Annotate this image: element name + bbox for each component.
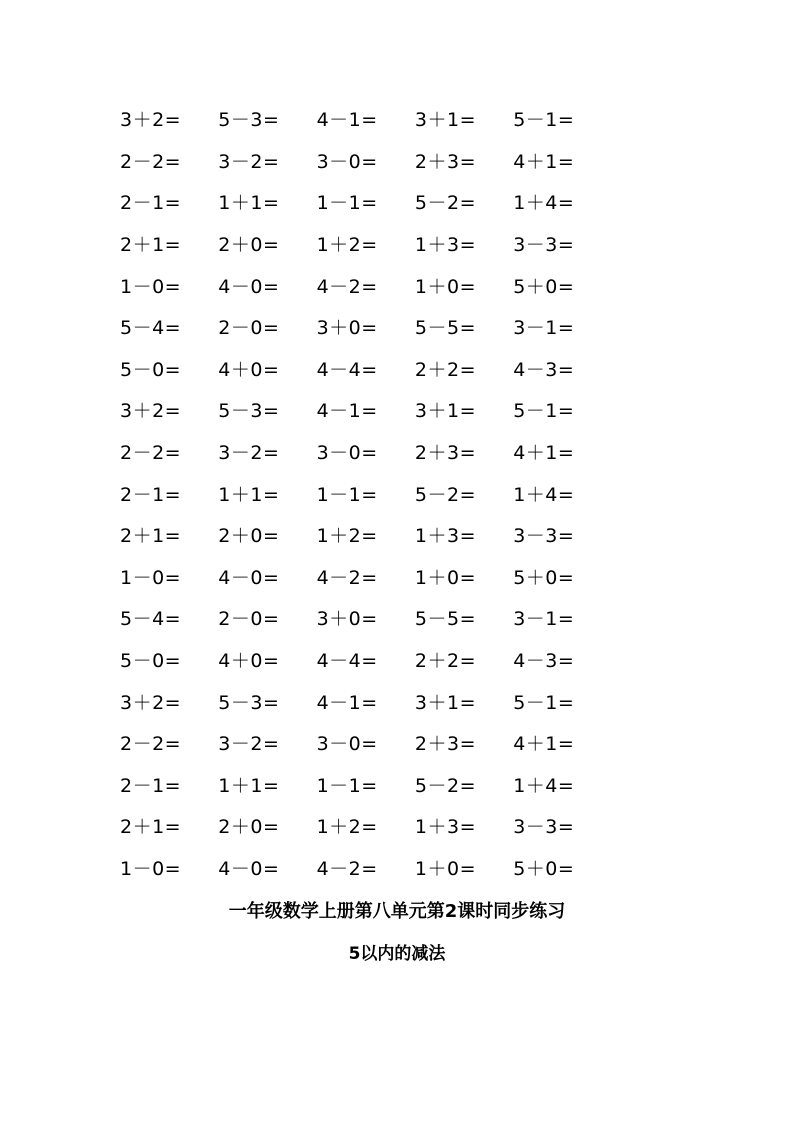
arithmetic-problem: 3＋2=	[120, 400, 182, 423]
arithmetic-problem: 5－1=	[513, 109, 575, 132]
arithmetic-problem: 3－0=	[316, 733, 378, 756]
arithmetic-problem: 2＋2=	[414, 358, 476, 381]
arithmetic-problem: 1＋0=	[414, 566, 476, 589]
arithmetic-problem: 4－0=	[218, 857, 280, 880]
arithmetic-problem: 3－3=	[513, 234, 575, 257]
arithmetic-problem: 3＋0=	[316, 317, 378, 340]
arithmetic-problem: 3－1=	[513, 317, 575, 340]
arithmetic-problem: 1－0=	[120, 275, 182, 298]
arithmetic-problem: 1－0=	[120, 566, 182, 589]
arithmetic-problem: 4－2=	[316, 275, 378, 298]
arithmetic-problem: 4－2=	[316, 857, 378, 880]
arithmetic-problem: 2－1=	[120, 192, 182, 215]
arithmetic-problem: 2－2=	[120, 150, 182, 173]
arithmetic-problem: 4－3=	[513, 650, 575, 673]
arithmetic-problem: 3－3=	[513, 816, 575, 839]
arithmetic-problem: 5－5=	[414, 317, 476, 340]
arithmetic-problem: 4－0=	[218, 566, 280, 589]
arithmetic-problem: 2＋1=	[120, 525, 182, 548]
arithmetic-problem: 4－1=	[316, 109, 378, 132]
arithmetic-problem: 5－3=	[218, 400, 280, 423]
arithmetic-problem: 5－2=	[414, 774, 476, 797]
arithmetic-problem: 5－3=	[218, 691, 280, 714]
arithmetic-problem: 2＋3=	[414, 733, 476, 756]
arithmetic-problem: 3－0=	[316, 150, 378, 173]
arithmetic-problem: 2＋0=	[218, 816, 280, 839]
problem-row	[120, 847, 640, 889]
arithmetic-problem: 1＋4=	[513, 192, 575, 215]
arithmetic-problem: 4＋1=	[513, 733, 575, 756]
worksheet-subtitle: 5以内的减法	[348, 944, 446, 964]
arithmetic-problem: 5－2=	[414, 483, 476, 506]
problem-row	[120, 389, 640, 431]
arithmetic-problem: 1＋1=	[218, 774, 280, 797]
arithmetic-problem: 3＋2=	[120, 691, 182, 714]
arithmetic-problem: 1－1=	[316, 192, 378, 215]
arithmetic-problem: 4－2=	[316, 566, 378, 589]
arithmetic-problem: 4＋0=	[218, 650, 280, 673]
problem-row	[120, 722, 640, 764]
arithmetic-problem: 1＋2=	[316, 234, 378, 257]
worksheet-title: 一年级数学上册第八单元第2课时同步练习	[228, 901, 566, 922]
arithmetic-problem: 4－1=	[316, 400, 378, 423]
arithmetic-problem: 1＋2=	[316, 525, 378, 548]
arithmetic-problem: 2－1=	[120, 774, 182, 797]
arithmetic-problem: 4－4=	[316, 358, 378, 381]
arithmetic-problem: 2＋3=	[414, 442, 476, 465]
arithmetic-problem: 1－1=	[316, 483, 378, 506]
arithmetic-problem: 2－1=	[120, 483, 182, 506]
arithmetic-problem: 4－0=	[218, 275, 280, 298]
problem-row	[120, 348, 640, 390]
arithmetic-problem: 1＋0=	[414, 857, 476, 880]
arithmetic-problem: 5＋0=	[513, 275, 575, 298]
arithmetic-problem: 3－2=	[218, 733, 280, 756]
problem-row	[120, 140, 640, 182]
arithmetic-problem: 3－2=	[218, 442, 280, 465]
problem-row	[120, 597, 640, 639]
arithmetic-problem: 2＋1=	[120, 234, 182, 257]
arithmetic-problem: 1＋3=	[414, 525, 476, 548]
arithmetic-problem: 2＋1=	[120, 816, 182, 839]
arithmetic-problem: 3－3=	[513, 525, 575, 548]
arithmetic-problem: 2＋3=	[414, 150, 476, 173]
arithmetic-problem: 2－2=	[120, 733, 182, 756]
problem-row	[120, 764, 640, 806]
arithmetic-problem: 1＋3=	[414, 234, 476, 257]
arithmetic-problem: 5－0=	[120, 358, 182, 381]
arithmetic-problem: 3＋0=	[316, 608, 378, 631]
arithmetic-problem: 3－0=	[316, 442, 378, 465]
problem-row	[120, 556, 640, 598]
arithmetic-problem: 4＋1=	[513, 442, 575, 465]
arithmetic-problem: 1＋2=	[316, 816, 378, 839]
problem-grid	[120, 98, 640, 888]
arithmetic-problem: 5－4=	[120, 317, 182, 340]
arithmetic-problem: 5－3=	[218, 109, 280, 132]
arithmetic-problem: 2－0=	[218, 608, 280, 631]
arithmetic-problem: 2－2=	[120, 442, 182, 465]
arithmetic-problem: 1＋3=	[414, 816, 476, 839]
arithmetic-problem: 3＋2=	[120, 109, 182, 132]
arithmetic-problem: 3－2=	[218, 150, 280, 173]
arithmetic-problem: 5＋0=	[513, 566, 575, 589]
arithmetic-problem: 3＋1=	[414, 109, 476, 132]
arithmetic-problem: 1－1=	[316, 774, 378, 797]
problem-row	[120, 472, 640, 514]
arithmetic-problem: 2＋2=	[414, 650, 476, 673]
arithmetic-problem: 3＋1=	[414, 691, 476, 714]
problem-row	[120, 223, 640, 265]
arithmetic-problem: 5－1=	[513, 400, 575, 423]
arithmetic-problem: 2＋0=	[218, 234, 280, 257]
arithmetic-problem: 4＋1=	[513, 150, 575, 173]
problem-row	[120, 181, 640, 223]
arithmetic-problem: 1＋4=	[513, 774, 575, 797]
arithmetic-problem: 4－4=	[316, 650, 378, 673]
arithmetic-problem: 5－1=	[513, 691, 575, 714]
arithmetic-problem: 4－3=	[513, 358, 575, 381]
problem-row	[120, 514, 640, 556]
problem-row	[120, 264, 640, 306]
arithmetic-problem: 4－1=	[316, 691, 378, 714]
arithmetic-problem: 1＋1=	[218, 483, 280, 506]
arithmetic-problem: 5＋0=	[513, 857, 575, 880]
problem-row	[120, 306, 640, 348]
arithmetic-problem: 5－4=	[120, 608, 182, 631]
arithmetic-problem: 1＋4=	[513, 483, 575, 506]
arithmetic-problem: 5－0=	[120, 650, 182, 673]
arithmetic-problem: 2＋0=	[218, 525, 280, 548]
problem-row	[120, 680, 640, 722]
arithmetic-problem: 5－5=	[414, 608, 476, 631]
problem-row	[120, 98, 640, 140]
problem-row	[120, 431, 640, 473]
arithmetic-problem: 3＋1=	[414, 400, 476, 423]
arithmetic-problem: 4＋0=	[218, 358, 280, 381]
arithmetic-problem: 5－2=	[414, 192, 476, 215]
arithmetic-problem: 2－0=	[218, 317, 280, 340]
arithmetic-problem: 1＋0=	[414, 275, 476, 298]
arithmetic-problem: 1－0=	[120, 857, 182, 880]
problem-row	[120, 805, 640, 847]
arithmetic-problem: 1＋1=	[218, 192, 280, 215]
problem-row	[120, 639, 640, 681]
arithmetic-problem: 3－1=	[513, 608, 575, 631]
